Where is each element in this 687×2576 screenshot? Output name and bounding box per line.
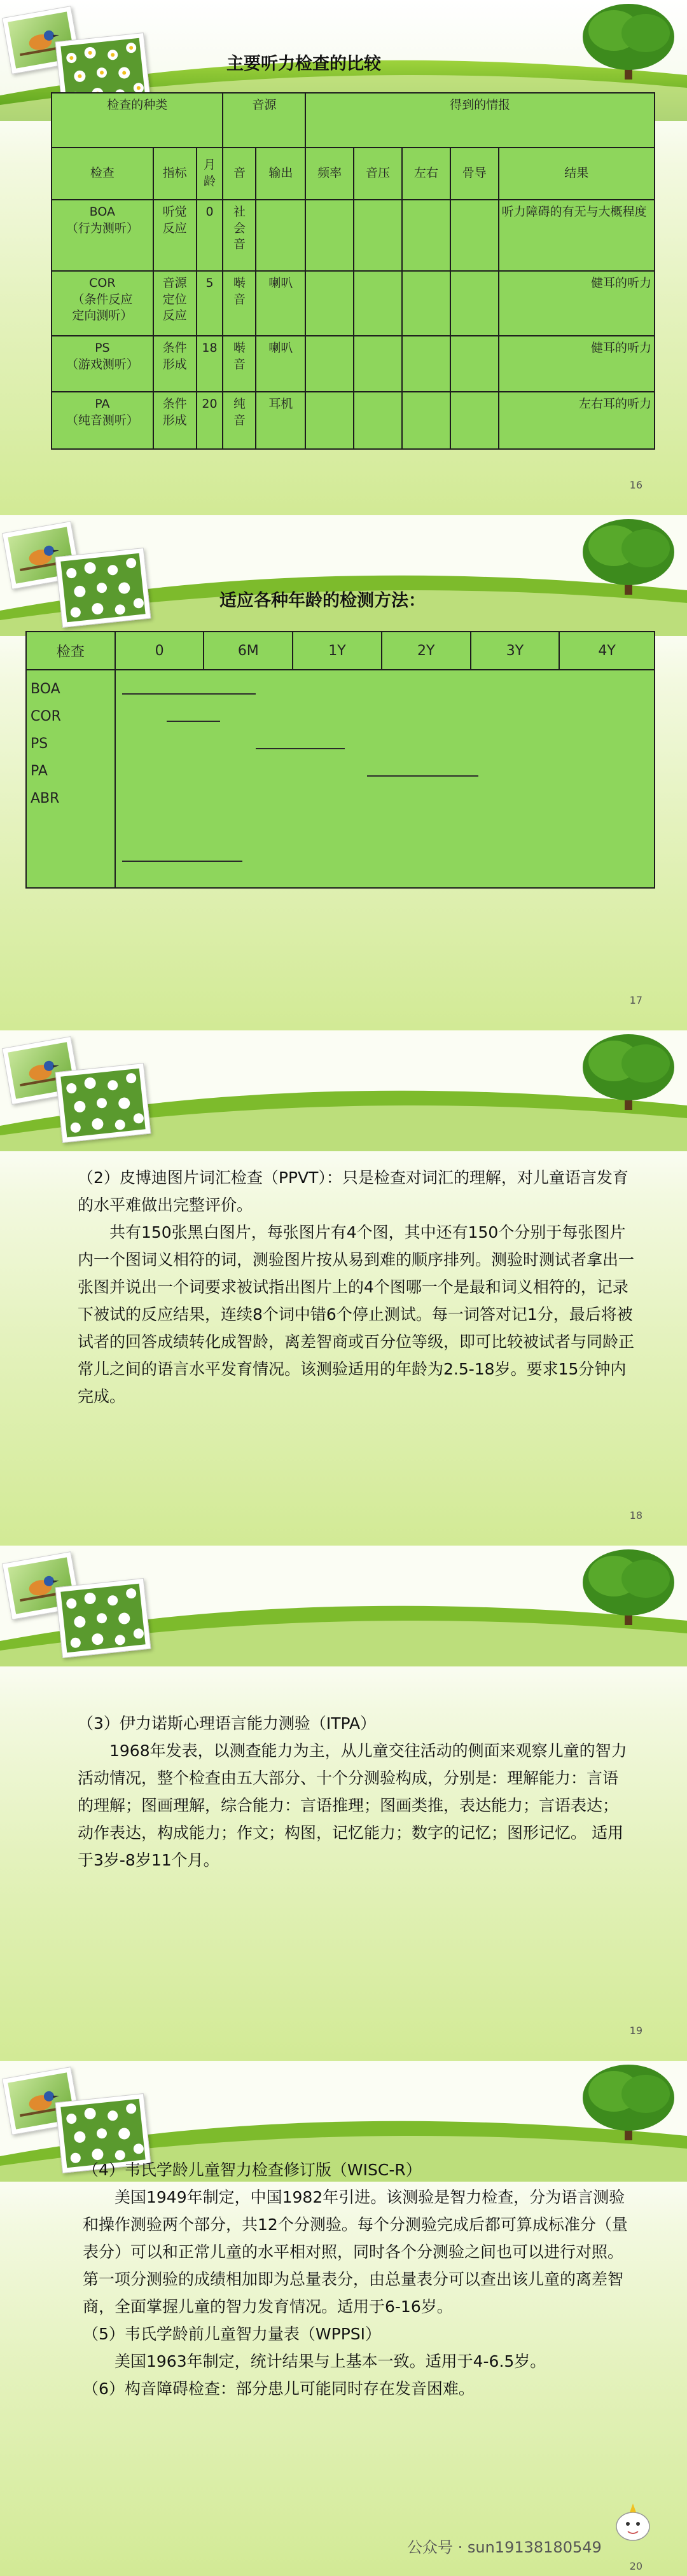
slide-18 <box>0 1030 687 1546</box>
test-age: 20 <box>197 392 223 449</box>
method-labels <box>26 670 115 888</box>
slide-number: 20 <box>629 2560 642 2572</box>
method-label: PS <box>31 736 48 752</box>
method-label: BOA <box>31 681 60 697</box>
daisy-field-icon <box>60 1069 145 1137</box>
method-label: ABR <box>31 791 60 807</box>
slide-number: 17 <box>629 994 642 1006</box>
paragraph: 美国1949年制定，中国1982年引进。该测验是智力检查，分为语言测验和操作测验两个部分，共12个分测验。每个分测验完成后都可算成标准分（量表分）可以和正常儿童的水平相对照，同时各个分测验之间也可以进行对照。第一项分测验的成绩相加即为总量表分，由总量表分可以查出该儿童的离差智商，全面掌握儿童的智力发育情况。适用于6-16岁。 <box>83 2188 628 2316</box>
paragraph: 美国1963年制定，统计结果与上基本一致。适用于4-6.5岁。 <box>114 2352 546 2371</box>
test-sound: 纯 音 <box>223 392 256 449</box>
test-name: PS （游戏测听） <box>52 336 153 392</box>
test-name: BOA （行为测听） <box>52 200 153 271</box>
text-body <box>78 1164 637 1410</box>
slide-number: 16 <box>629 479 642 491</box>
header-cell: 1Y <box>293 632 382 670</box>
test-sound: 啭 音 <box>223 271 256 336</box>
header-cell: 0 <box>115 632 204 670</box>
daisy-field-icon <box>60 553 145 622</box>
test-output: 喇叭 <box>256 271 305 336</box>
subheader-cell: 骨导 <box>450 148 499 200</box>
cartoon-mascot-icon <box>611 2500 655 2544</box>
text-body <box>78 1710 631 1874</box>
paragraph: （4）韦氏学龄儿童智力检查修订版（WISC-R） <box>83 2161 422 2179</box>
table-row <box>52 392 655 449</box>
test-sound: 啭 音 <box>223 336 256 392</box>
test-index: 条件 形成 <box>153 392 197 449</box>
test-age: 5 <box>197 271 223 336</box>
header-cell: 2Y <box>382 632 471 670</box>
subheader-cell: 频率 <box>305 148 354 200</box>
test-result: 左右耳的听力 <box>499 392 655 449</box>
age-method-table <box>25 631 655 889</box>
method-label: COR <box>31 709 61 724</box>
slide-number: 18 <box>629 1509 642 1521</box>
flowers-photo <box>55 548 151 628</box>
test-output: 喇叭 <box>256 336 305 392</box>
table-row <box>52 271 655 336</box>
test-name: COR （条件反应 定向测听） <box>52 271 153 336</box>
slide-16 <box>0 0 687 515</box>
test-name: PA （纯音测听） <box>52 392 153 449</box>
test-sound: 社 会 音 <box>223 200 256 271</box>
test-age: 18 <box>197 336 223 392</box>
range-area <box>115 670 655 888</box>
table-row <box>52 336 655 392</box>
header-cell: 6M <box>204 632 293 670</box>
paragraph: （3）伊力诺斯心理语言能力测验（ITPA） <box>78 1714 377 1733</box>
header-cell: 检查 <box>26 632 115 670</box>
paragraph: 共有150张黑白图片，每张图片有4个图，其中还有150个分别于每张图片内一个图词义相符的词，测验图片按从易到难的顺序排列。测验时测试者拿出一张图并说出一个词要求被试指出图片上的4个图哪一个是最和词义相符的，记录下被试的反应结果，连续8个词中错6个停止测试。每一词答对记1分，最后将被试者的回答成绩转化成智龄，离差智商或百分位等级，即可比较被试者与同龄正常儿之间的语言水平发育情况。该测验适用的年龄为2.5-18岁。要求15分钟内完成。 <box>78 1223 635 1406</box>
slide-title: 主要听力检查的比较 <box>226 54 381 74</box>
subheader-cell: 输出 <box>256 148 305 200</box>
method-label: PA <box>31 763 48 779</box>
header-kind: 检查的种类 <box>52 93 223 148</box>
test-result: 健耳的听力 <box>499 271 655 336</box>
daisy-field-icon <box>60 1584 145 1652</box>
subheader-cell: 结果 <box>499 148 655 200</box>
paragraph: （6）构音障碍检查：部分患儿可能同时存在发音困难。 <box>83 2379 475 2398</box>
header-source: 音源 <box>223 93 305 148</box>
paragraph: （5）韦氏学龄前儿童智力量表（WPPSI） <box>83 2325 382 2343</box>
slide-title: 适应各种年龄的检测方法： <box>219 591 426 611</box>
slide-20 <box>0 2061 687 2576</box>
table-row <box>52 200 655 271</box>
test-index: 条件 形成 <box>153 336 197 392</box>
age-range-lines <box>116 670 656 890</box>
subheader-cell: 左右 <box>402 148 450 200</box>
subheader-cell: 音压 <box>354 148 402 200</box>
test-index: 音源 定位 反应 <box>153 271 197 336</box>
header-info: 得到的情报 <box>305 93 655 148</box>
slide-19 <box>0 1546 687 2061</box>
watermark: 公众号 · sun19138180549 <box>407 2538 602 2556</box>
header-cell: 4Y <box>559 632 655 670</box>
header-cell: 3Y <box>471 632 560 670</box>
subheader-cell: 音 <box>223 148 256 200</box>
test-output: 耳机 <box>256 392 305 449</box>
text-body <box>83 2156 636 2402</box>
paragraph: （2）皮博迪图片词汇检查（PPVT）：只是检查对词汇的理解，对儿童语言发育的水平难做出完整评价。 <box>78 1168 628 1214</box>
test-result: 健耳的听力 <box>499 336 655 392</box>
slide-17 <box>0 515 687 1030</box>
subheader-cell: 检查 <box>52 148 153 200</box>
flowers-photo <box>55 1063 151 1143</box>
paragraph: 1968年发表，以测查能力为主，从儿童交往活动的侧面来观察儿童的智力活动情况，整个检查由五大部分、十个分测验构成，分别是：理解能力：言语的理解；图画理解，综合能力：言语推理；图画类推，表达能力；言语表达；动作表达，构成能力；作文；构图，记忆能力；数字的记忆；图形记忆。 适用于3岁-8岁11个月。 <box>78 1742 627 1869</box>
test-output <box>256 200 305 271</box>
test-age: 0 <box>197 200 223 271</box>
slide-number: 19 <box>629 2025 642 2037</box>
hearing-test-comparison-table <box>51 92 655 450</box>
subheader-cell: 月龄 <box>197 148 223 200</box>
flowers-photo <box>55 1578 151 1658</box>
subheader-cell: 指标 <box>153 148 197 200</box>
test-index: 听觉 反应 <box>153 200 197 271</box>
test-result: 听力障碍的有无与大概程度 <box>499 200 655 271</box>
